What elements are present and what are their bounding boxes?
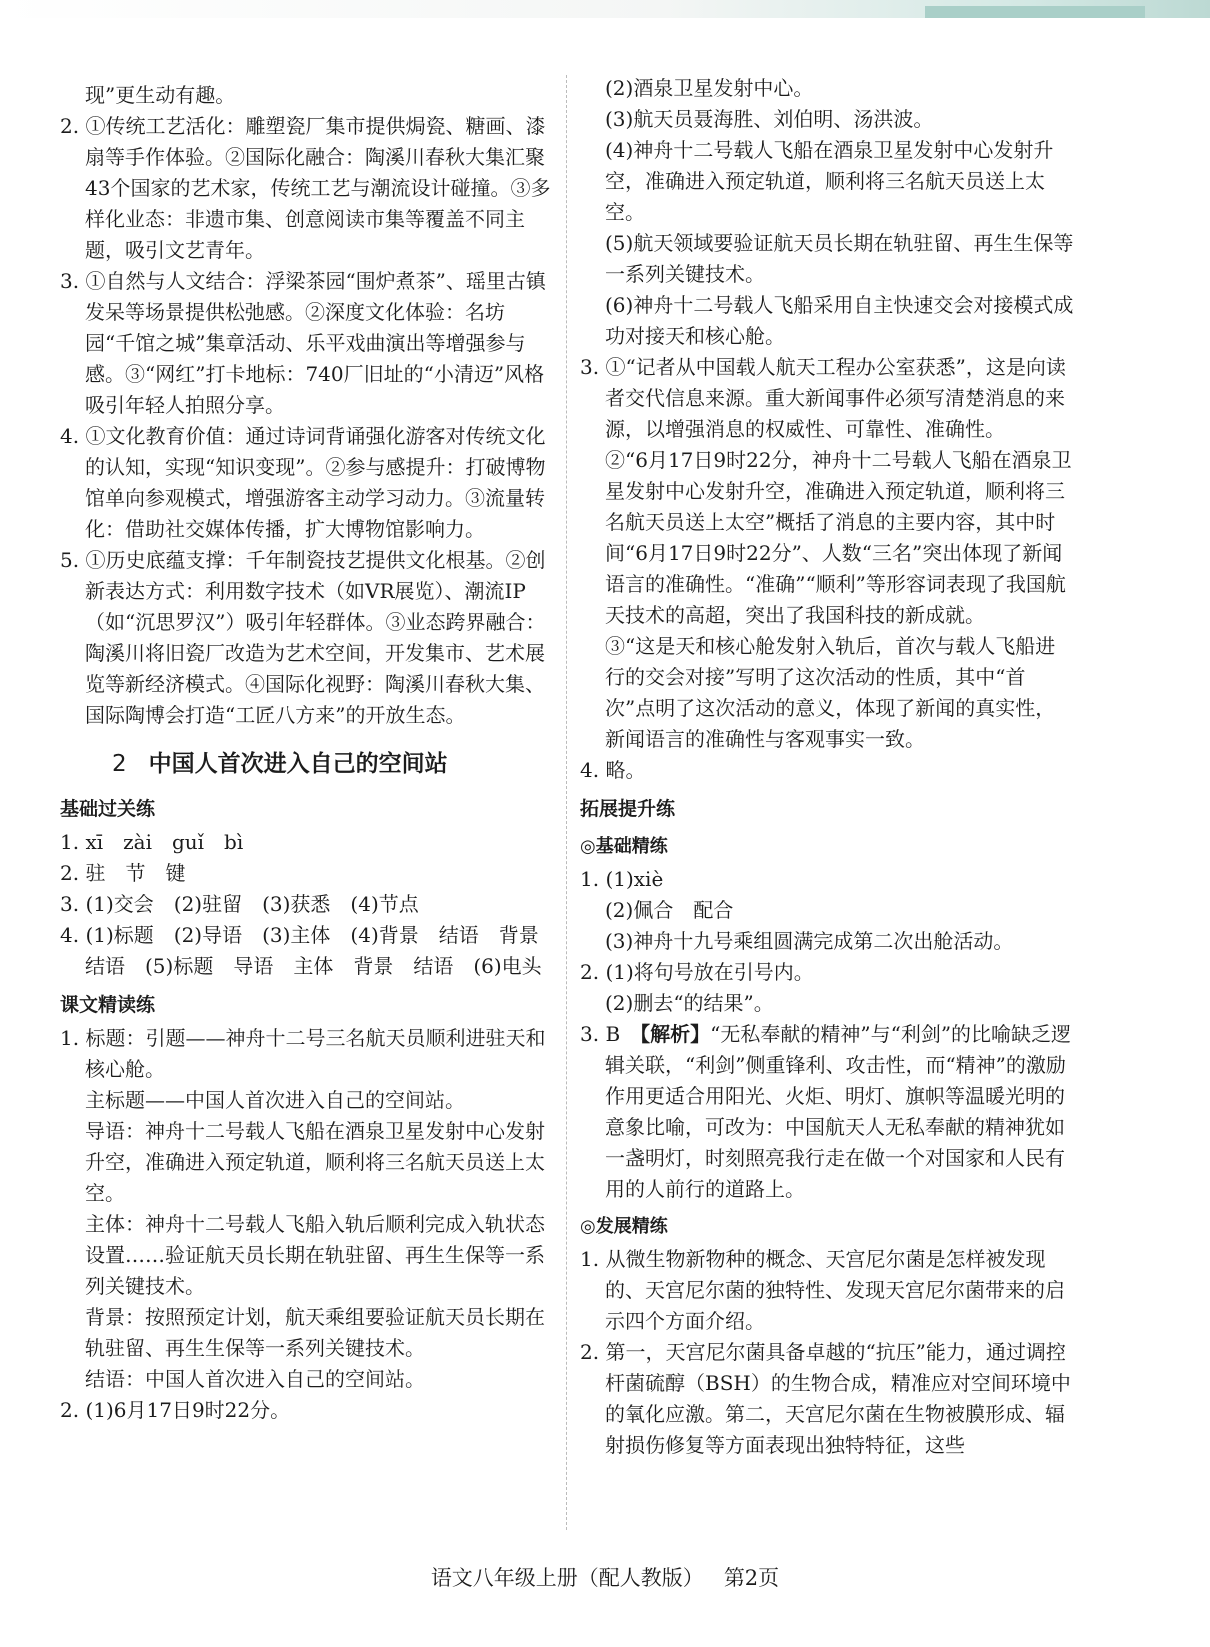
answer-5: 5. ①历史底蕴支撑：千年制瓷技艺提供文化根基。②创新表达方式：利用数字技术（如VR展览）、潮流IP（如“沉思罗汉”）吸引年轻群体。③业态跨界融合：陶溪川将旧瓷厂改造为艺术空间，开发集市、艺术展览等新经济模式。④国际化视野：陶溪川春秋大集、国际陶博会打造“工匠八方来”的开放生态。 — [60, 548, 546, 727]
practice-1-1: 1. (1)xiè — [580, 867, 664, 891]
reading-1-background: 背景：按照预定计划，航天乘组要验证航天员长期在轨驻留、再生生保等一系列关键技术。 — [85, 1305, 545, 1360]
lesson-title-text: 中国人首次进入自己的空间站 — [148, 751, 448, 777]
practice-2-1: 2. (1)将句号放在引号内。 — [580, 960, 814, 984]
reading-3-part3: ③“这是天和核心舱发射入轨后，首次与载人飞船进行的交会对接”写明了这次活动的性质，其中“首次”点明了这次活动的意义，体现了新闻的真实性，新闻语言的准确性与客观事实一致。 — [605, 634, 1056, 751]
reading-1-headline: 1. 标题：引题——神舟十二号三名航天员顺利进驻天和核心舱。 — [60, 1026, 546, 1081]
page-number: 第2页 — [723, 1566, 780, 1590]
practice-3-answer: 3. B — [580, 1022, 641, 1046]
answer-2: 2. ①传统工艺活化：雕塑瓷厂集市提供焗瓷、糖画、漆扇等手作体验。②国际化融合：陶溪川春秋大集汇聚43个国家的艺术家，传统工艺与潮流设计碰撞。③多样化业态：非遗市集、创意阅读市集等覆盖不同主题，吸引文艺青年。 — [60, 114, 551, 262]
reading-2-part6: (6)神舟十二号载人飞船采用自主快速交会对接模式成功对接天和核心舱。 — [605, 293, 1074, 348]
reading-1-ending: 结语：中国人首次进入自己的空间站。 — [85, 1367, 425, 1391]
lesson-title — [112, 749, 555, 780]
reading-2-part5: (5)航天领域要验证航天员长期在轨驻留、再生生保等一系列关键技术。 — [605, 231, 1074, 286]
reading-1-main-title: 主标题——中国人首次进入自己的空间站。 — [85, 1088, 465, 1112]
right-column — [580, 73, 1075, 1461]
top-stripe — [925, 6, 1145, 18]
basic-2: 2. 驻 节 键 — [60, 861, 186, 885]
left-column — [60, 80, 559, 1426]
section-basic: 基础过关练 — [60, 798, 156, 820]
reading-1-lead: 导语：神舟十二号载人飞船在酒泉卫星发射中心发射升空，准确进入预定轨道，顺利将三名航天员送上太空。 — [85, 1119, 545, 1205]
basic-4: 4. (1)标题 (2)导语 (3)主体 (4)背景 结语 背景 结语 (5)标题 导语 主体 背景 结语 (6)电头 — [60, 923, 559, 978]
page-footer — [0, 1562, 1210, 1592]
answer-3: 3. ①自然与人文结合：浮梁茶园“围炉煮茶”、瑶里古镇发呆等场景提供松弛感。②深度文化体验：名坊园“千馆之城”集章活动、乐平戏曲演出等增强参与感。③“网红”打卡地标：740厂旧址的“小清迈”风格吸引年轻人拍照分享。 — [60, 269, 546, 417]
section-reading: 课文精读练 — [60, 994, 156, 1016]
reading-2-part3: (3)航天员聂海胜、刘伯明、汤洪波。 — [605, 107, 934, 131]
reading-3-part1: 3. ①“记者从中国载人航天工程办公室获悉”，这是向读者交代信息来源。重大新闻事件必须写清楚消息的来源，以增强消息的权威性、可靠性、准确性。 — [580, 355, 1066, 441]
development-1: 1. 从微生物新物种的概念、天宫尼尔菌是怎样被发现的、天宫尼尔菌的独特性、发现天宫尼尔菌带来的启示四个方面介绍。 — [580, 1247, 1065, 1333]
lesson-number: 2 — [112, 751, 127, 777]
practice-3-analysis: “无私奉献的精神”与“利剑”的比喻缺乏逻辑关联，“利剑”侧重锋利、攻击性，而“精神”的激励作用更适合用阳光、火炬、明灯、旗帜等温暖光明的意象比喻，可改为：中国航天人无私奉献的精神犹如一盏明灯，时刻照亮我行走在做一个对国家和人民有用的人前行的道路上。 — [605, 1022, 1072, 1201]
analysis-tag: 【解析】 — [640, 1022, 711, 1046]
top-color-bar — [0, 0, 1210, 18]
reading-4: 4. 略。 — [580, 758, 646, 782]
book-title: 语文八年级上册（配人教版） — [430, 1566, 704, 1590]
subsection-basic-practice: ◎基础精练 — [580, 836, 668, 857]
practice-2-2: (2)删去“的结果”。 — [605, 991, 774, 1015]
answer-continuation: 现”更生动有趣。 — [85, 83, 236, 107]
reading-1-body: 主体：神舟十二号载人飞船入轨后顺利完成入轨状态设置……验证航天员长期在轨驻留、再生生保等一系列关键技术。 — [85, 1212, 545, 1298]
reading-3-part2: ②“6月17日9时22分，神舟十二号载人飞船在酒泉卫星发射中心发射升空，准确进入预定轨道，顺利将三名航天员送上太空”概括了消息的主要内容，其中时间“6月17日9时22分”、人数“三名”突出体现了新闻语言的准确性。“准确”“顺利”等形容词表现了我国航天技术的高超，突出了我国科技的新成就。 — [605, 448, 1072, 627]
reading-2: 2. (1)6月17日9时22分。 — [60, 1398, 291, 1422]
reading-2-part4: (4)神舟十二号载人飞船在酒泉卫星发射中心发射升空，准确进入预定轨道，顺利将三名航天员送上太空。 — [605, 138, 1054, 224]
practice-3 — [580, 1019, 1075, 1205]
practice-1-2: (2)佩合 配合 — [605, 898, 734, 922]
basic-3: 3. (1)交会 (2)驻留 (3)获悉 (4)节点 — [60, 892, 419, 916]
practice-1-3: (3)神舟十九号乘组圆满完成第二次出舱活动。 — [605, 929, 1014, 953]
basic-1: 1. xī zài guǐ bì — [60, 830, 244, 854]
answer-4: 4. ①文化教育价值：通过诗词背诵强化游客对传统文化的认知，实现“知识变现”。②参与感提升：打破博物馆单向参观模式，增强游客主动学习动力。③流量转化：借助社交媒体传播，扩大博物馆影响力。 — [60, 424, 546, 541]
subsection-development: ◎发展精练 — [580, 1216, 668, 1237]
reading-2-part2: (2)酒泉卫星发射中心。 — [605, 76, 814, 100]
column-divider — [566, 75, 567, 1530]
section-extension: 拓展提升练 — [580, 798, 676, 820]
development-2: 2. 第一，天宫尼尔菌具备卓越的“抗压”能力，通过调控杆菌硫醇（BSH）的生物合成，精准应对空间环境中的氧化应激。第二，天宫尼尔菌在生物被膜形成、辐射损伤修复等方面表现出独特特征，这些 — [580, 1340, 1071, 1457]
